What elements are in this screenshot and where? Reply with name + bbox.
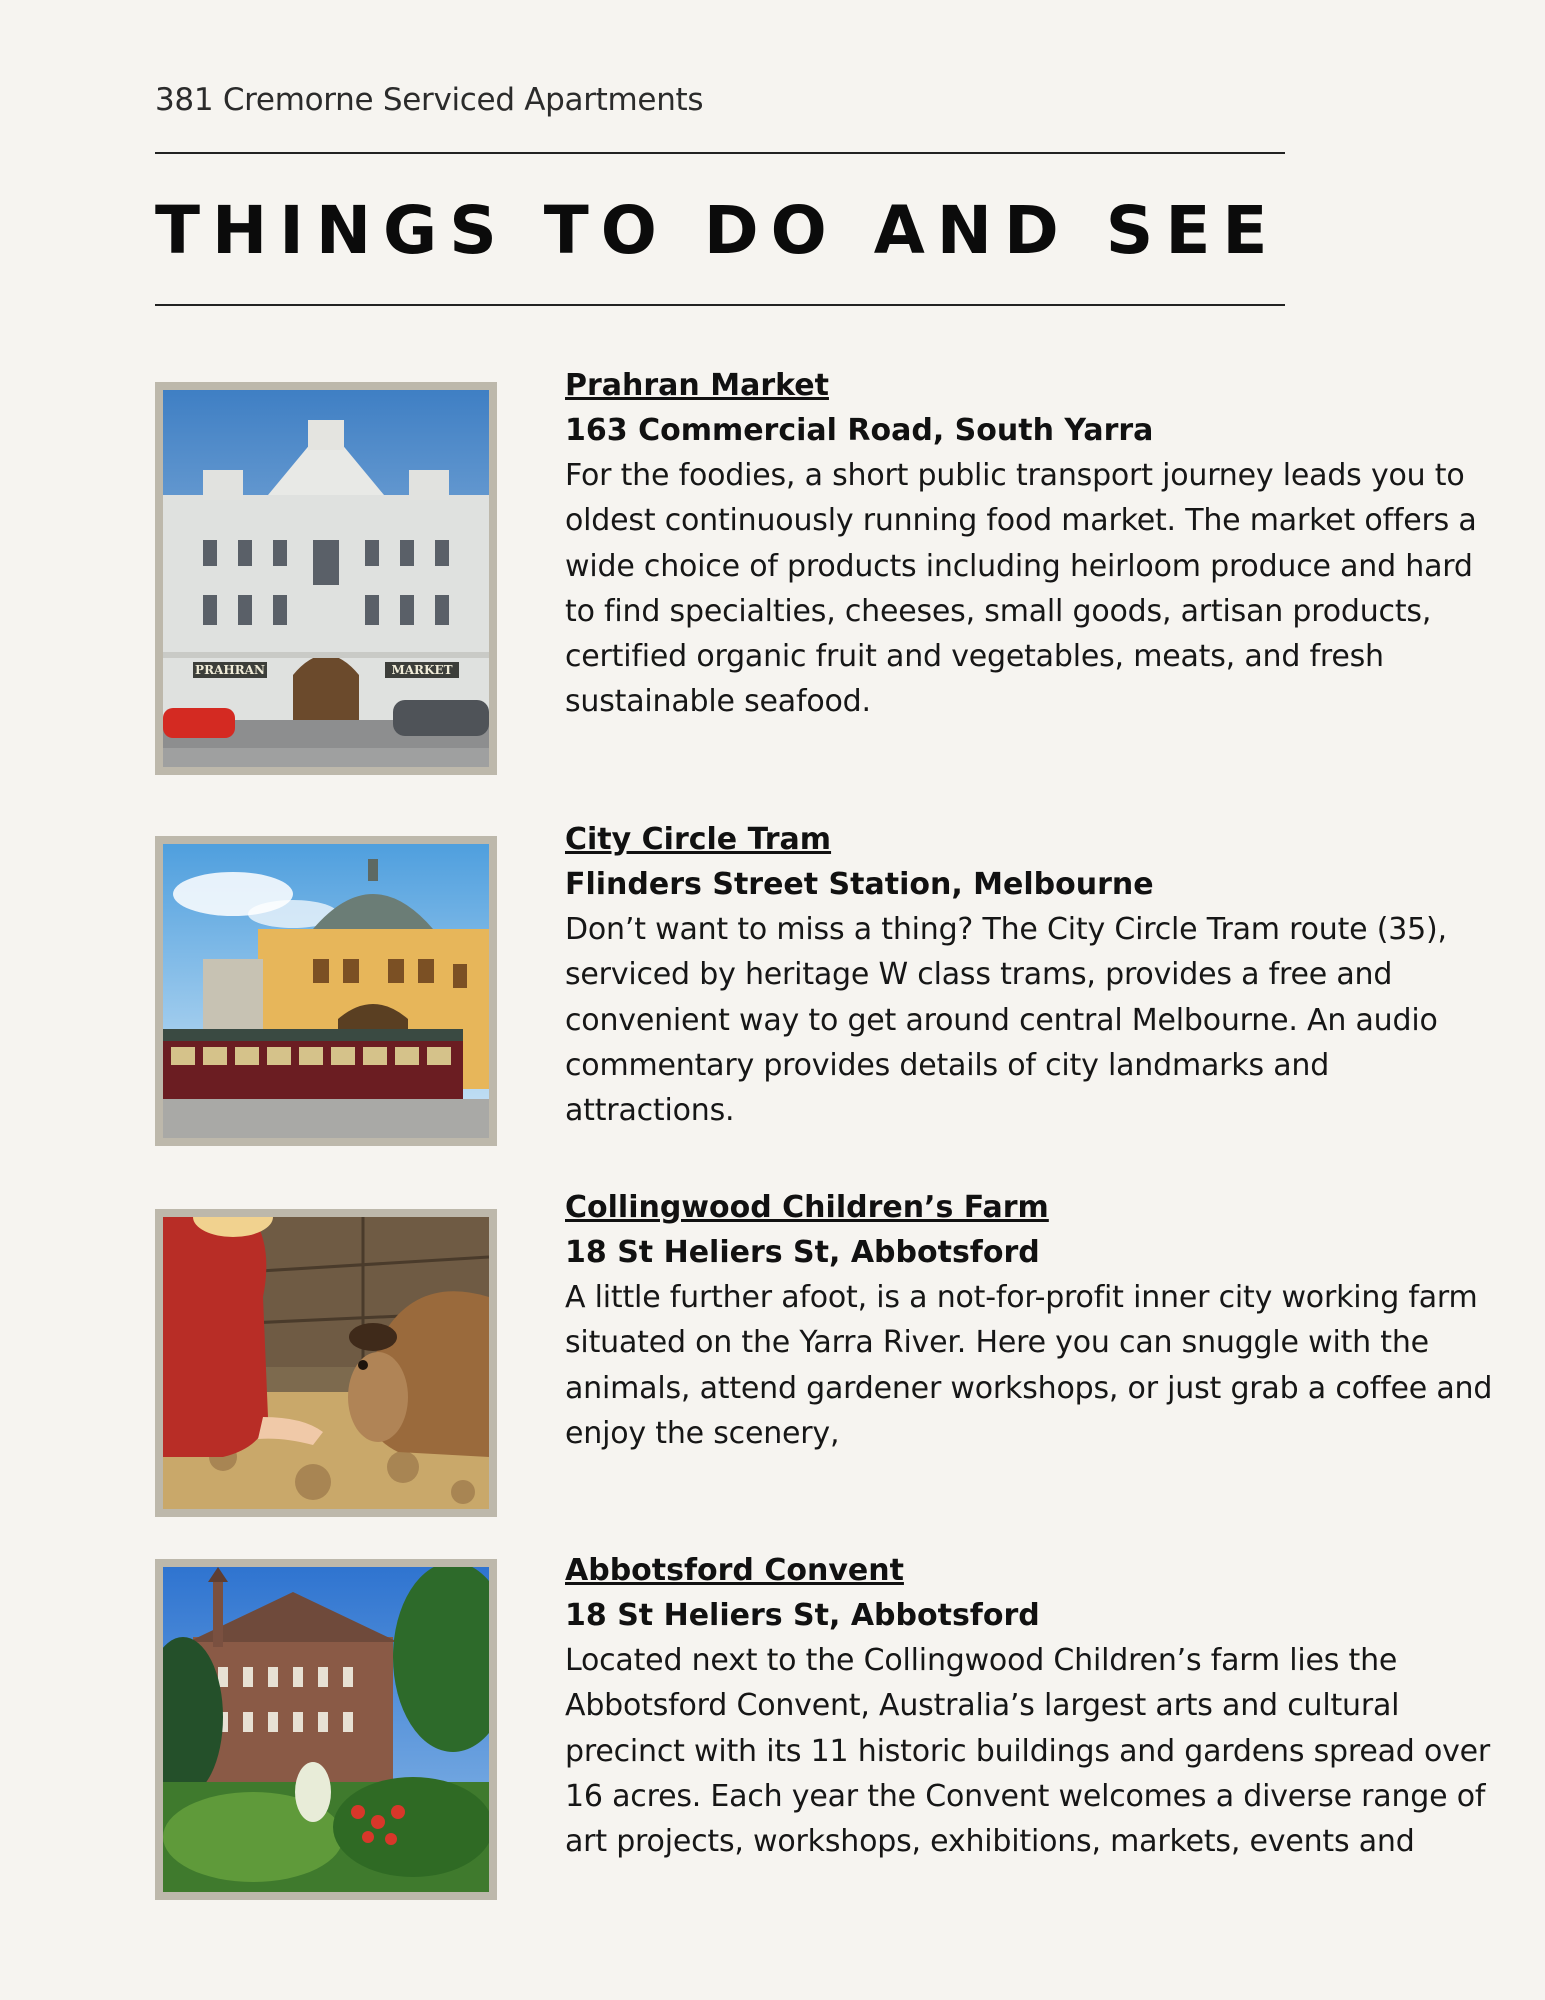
- entry-description: Located next to the Collingwood Children’s farm lies the Abbotsford Convent, Australia’s largest arts and cultural precinct with its 11 historic buildings and gardens spread over 16 acres. Each year the Convent welcomes a diverse range of art projects, workshops, exhibitions, markets, events and: [565, 1643, 1491, 1860]
- entry-title[interactable]: Prahran Market: [565, 368, 829, 403]
- header-subtitle: 381 Cremorne Serviced Apartments: [155, 82, 704, 118]
- entry-description: Don’t want to miss a thing? The City Circle Tram route (35), serviced by heritage W class trams, provides a free and convenient way to get around central Melbourne. An audio commentary provides details of city landmarks and attractions.: [565, 912, 1447, 1129]
- header-rule-bottom: [155, 304, 1285, 306]
- market-sign-text: MARKET: [391, 663, 453, 677]
- entry-address: Flinders Street Station, Melbourne: [565, 867, 1154, 902]
- abbotsford-convent-photo: [155, 1559, 497, 1900]
- prahran-market-photo: [155, 382, 497, 775]
- page-title: THINGS TO DO AND SEE: [155, 192, 1280, 269]
- entry-address: 18 St Heliers St, Abbotsford: [565, 1598, 1040, 1633]
- entry-address: 163 Commercial Road, South Yarra: [565, 413, 1154, 448]
- entry-description: A little further afoot, is a not-for-profit inner city working farm situated on the Yarra River. Here you can snuggle with the animals, attend gardener workshops, or just grab a coffee and enjoy the scenery,: [565, 1280, 1493, 1451]
- prahran-sign-text: PRAHRAN: [195, 663, 265, 677]
- entry-address: 18 St Heliers St, Abbotsford: [565, 1235, 1040, 1270]
- city-circle-tram-photo: [155, 836, 497, 1146]
- collingwood-farm-photo: [155, 1209, 497, 1517]
- entry-description: For the foodies, a short public transport journey leads you to oldest continuously running food market. The market offers a wide choice of products including heirloom produce and hard to find specialties, cheeses, small goods, artisan products, certified organic fruit and vegetables, meats, and fresh sustainable seafood.: [565, 458, 1477, 720]
- header-rule-top: [155, 152, 1285, 154]
- entry-title[interactable]: Collingwood Children’s Farm: [565, 1190, 1049, 1225]
- entry-title[interactable]: Abbotsford Convent: [565, 1553, 904, 1588]
- entry-title[interactable]: City Circle Tram: [565, 822, 832, 857]
